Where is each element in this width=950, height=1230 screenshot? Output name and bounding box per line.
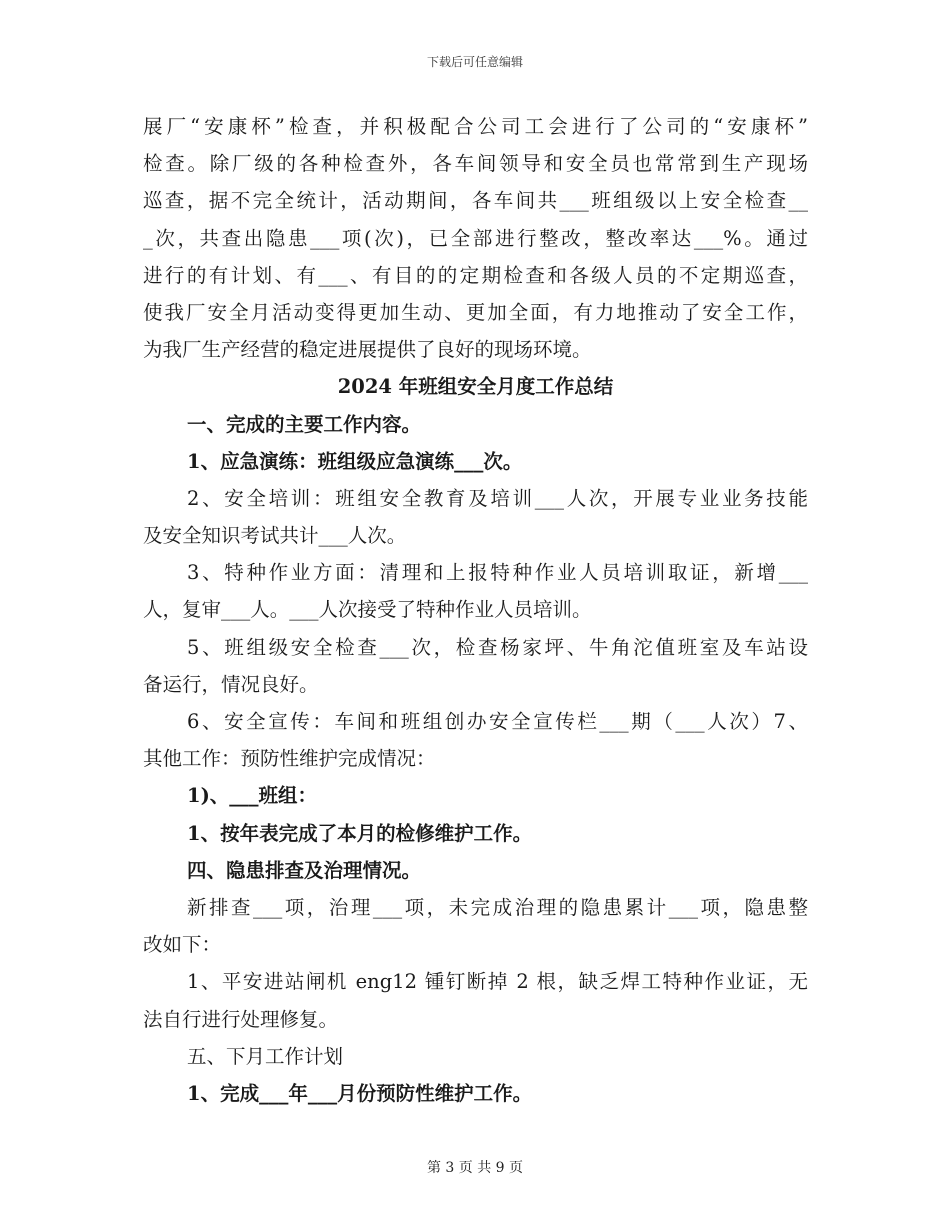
paragraph-line: 为我厂生产经营的稳定进展提供了良好的现场环境。 <box>143 338 592 362</box>
paragraph-line: 展厂“安康杯”检查，并积极配合公司工会进行了公司的“安康杯” <box>143 115 808 138</box>
sub-heading: 1)、___班组： <box>187 784 318 808</box>
list-item: 5、班组级安全检查___次，检查杨家坪、牛角沱值班室及车站设 <box>187 635 808 659</box>
paragraph-line: 法自行进行处理修复。 <box>143 1007 339 1031</box>
paragraph-line: 人，复审___人。___人次接受了特种作业人员培训。 <box>143 598 592 622</box>
paragraph-line: 改如下： <box>143 933 222 957</box>
paragraph-line: 进行的有计划、有___、有目的的定期检查和各级人员的不定期巡查， <box>143 263 808 287</box>
list-item: 6、安全宣传：车间和班组创办安全宣传栏___期（___人次）7、 <box>187 710 808 733</box>
list-item: 3、特种作业方面：清理和上报特种作业人员培训取证，新增___ <box>187 561 808 585</box>
paragraph-line: 巡查，据不完全统计，活动期间，各车间共___班组级以上安全检查__ <box>143 189 808 213</box>
list-item: 2、安全培训：班组安全教育及培训___人次，开展专业业务技能 <box>187 486 808 510</box>
document-body <box>143 108 808 1112</box>
paragraph-line: 其他工作：预防性维护完成情况： <box>143 747 436 771</box>
list-item: 1、按年表完成了本月的检修维护工作。 <box>187 821 533 845</box>
page-footer: 第 3 页 共 9 页 <box>426 1160 524 1176</box>
list-item: 1、平安进站闸机 eng12 锺钉断掉 2 根，缺乏焊工特种作业证，无 <box>187 970 808 994</box>
list-item: 1、完成___年___月份预防性维护工作。 <box>187 1081 533 1105</box>
paragraph-line: _次，共查出隐患___项(次)，已全部进行整改，整改率达___%。通过 <box>143 226 808 250</box>
paragraph-line: 检查。除厂级的各种检查外，各车间领导和安全员也常常到生产现场 <box>143 152 808 176</box>
paragraph-line: 备运行，情况良好。 <box>143 672 319 696</box>
paragraph-line: 使我厂安全月活动变得更加生动、更加全面，有力地推动了安全工作， <box>143 300 808 324</box>
paragraph-line: 新排查___项，治理___项，未完成治理的隐患累计___项，隐患整 <box>187 895 808 919</box>
document-title: 2024 年班组安全月度工作总结 <box>337 375 614 399</box>
section-heading: 五、下月工作计划 <box>187 1044 344 1068</box>
paragraph-line: 及安全知识考试共计___人次。 <box>143 524 407 548</box>
list-item: 1、应急演练：班组级应急演练___次。 <box>187 449 523 473</box>
section-heading: 一、完成的主要工作内容。 <box>187 412 422 436</box>
section-heading: 四、隐患排查及治理情况。 <box>187 858 422 882</box>
page-header: 下载后可任意编辑 <box>426 55 523 69</box>
